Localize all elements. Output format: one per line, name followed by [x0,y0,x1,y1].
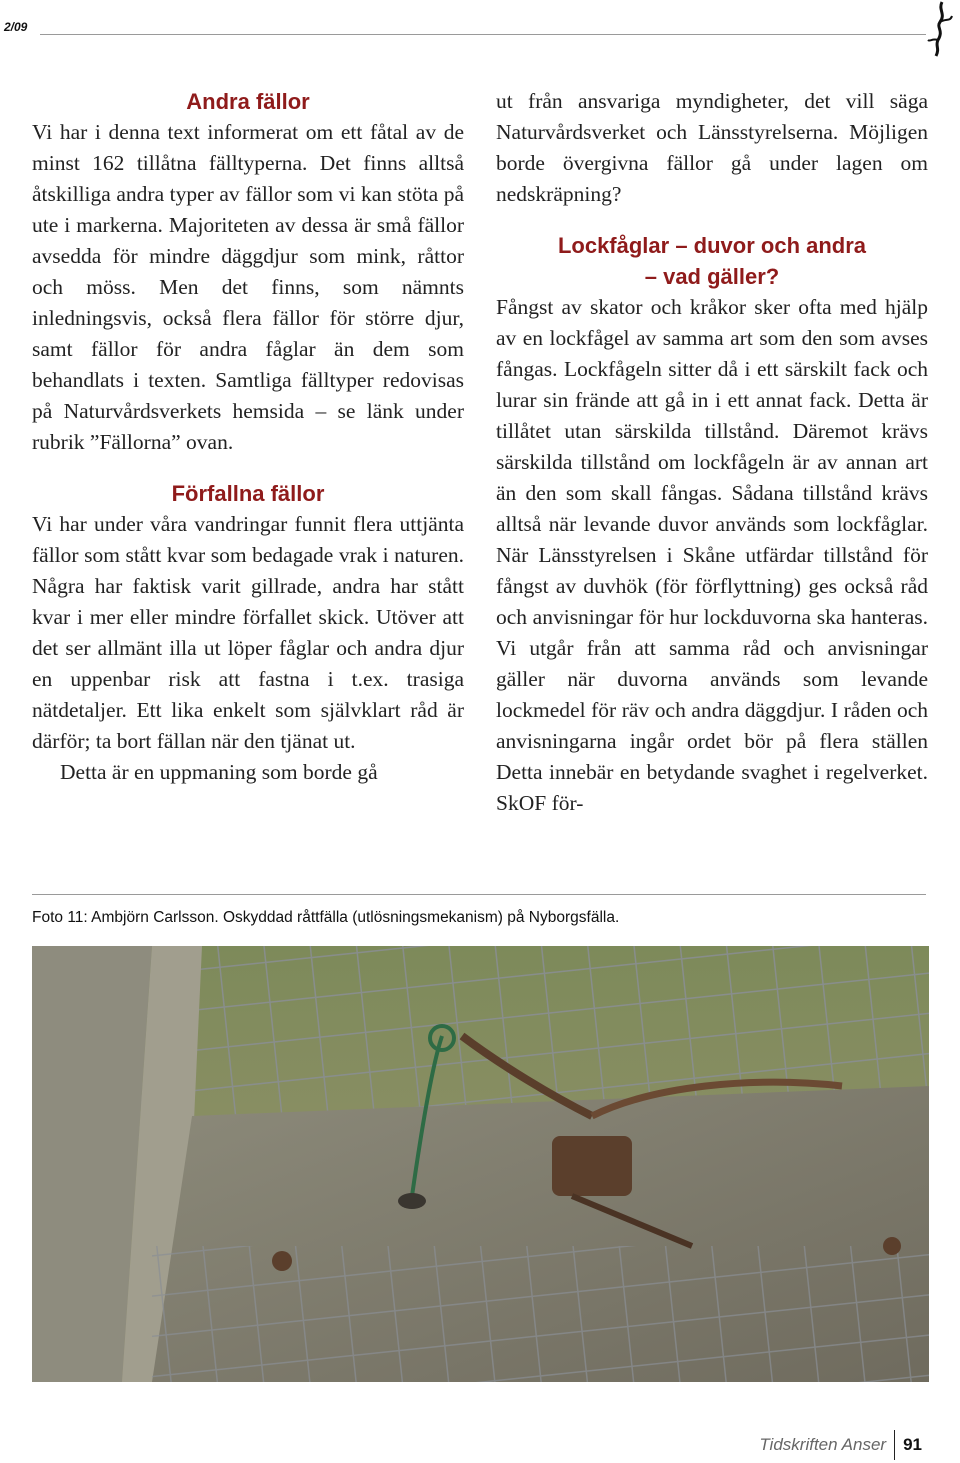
page-footer [759,1430,922,1460]
heading-andra-fallor: Andra fällor [186,89,310,114]
footer-divider [894,1430,895,1460]
paragraph-forfallna-fallor: Vi har under våra vandringar funnit flera uttjänta fällor som stått kvar som bedagade vrak i naturen. Några har faktisk varit gillrade, andra har stått kvar i mer eller mindre förfallet skick. Utöver att det ser allmänt illa ut löper fåglar och andra djur en uppenbar risk att fastna i t.ex. trasiga nätdetaljer. Ett lika enkelt som självklart råd är därför; ta bort fällan när den tjänat ut. [32,512,464,753]
heading-forfallna-fallor: Förfallna fällor [171,481,325,506]
issue-number: 2/09 [4,20,28,34]
photo-caption: Foto 11: Ambjörn Carlsson. Oskyddad råttfälla (utlösningsmekanism) på Nyborgsfälla. [32,909,620,926]
right-column [496,86,928,819]
paragraph-lockfaglar: Fångst av skator och kråkor sker ofta med hjälp av en lockfågel av samma art som den som avses fångas. Lockfågeln sitter då i ett särskilt fack och lurar sin frände att gå in i ett annat fack. Detta är tillåtet utan särskilda tillstånd. Däremot krävs särskilda tillstånd om lockfågeln är av annan art än den som skall fångas. Sådana tillstånd krävs alltså när levande duvor används som lockfåglar. När Länsstyrelsen i Skåne utfärdar tillstånd för fångst av duvhök (för förflyttning) ges också råd och anvisningar för hur lockduvorna ska hanteras. Vi utgår från att samma råd och anvisningar gäller när duvorna används som levande lockmedel för räv och andra däggdjur. I råden och anvisningarna ingår ordet bör på flera ställen Detta innebär en betydande svaghet i regelverket. SkOF för- [496,295,928,815]
caption-rule [32,894,926,895]
bird-logo-icon [926,0,956,58]
left-column [32,86,464,788]
header-rule [40,34,926,35]
page-number: 91 [903,1435,922,1454]
heading-lockfaglar-line1: Lockfåglar – duvor och andra [557,233,867,258]
paragraph-andra-fallor: Vi har i denna text informerat om ett fåtal av de minst 162 tillåtna fälltyperna. Det finns alltså åtskilliga andra typer av fällor som vi kan stöta på ute i markerna. Majoriteten av dessa är små fällor avsedda för mindre däggdjur som mink, råttor och möss. Men det finns, som nämnts inledningsvis, också flera fällor för större djur, samt fällor för andra fåglar än dem som behandlats i texten. Samtliga fälltyper redovisas på Naturvårdsverkets hemsida – se länk under rubrik ”Fällorna” ovan. [32,120,464,454]
paragraph-continued: ut från ansvariga myndigheter, det vill säga Naturvårdsverket och Länsstyrelserna. Möjligen borde övergivna fällor gå under lagen om nedskräpning? [496,89,928,206]
magazine-name: Tidskriften Anser [759,1435,887,1454]
paragraph-uppmaning: Detta är en uppmaning som borde gå [60,760,378,784]
heading-lockfaglar-line2: – vad gäller? [644,264,780,289]
heading-lockfaglar [496,230,928,292]
rat-trap-photo [32,946,929,1382]
